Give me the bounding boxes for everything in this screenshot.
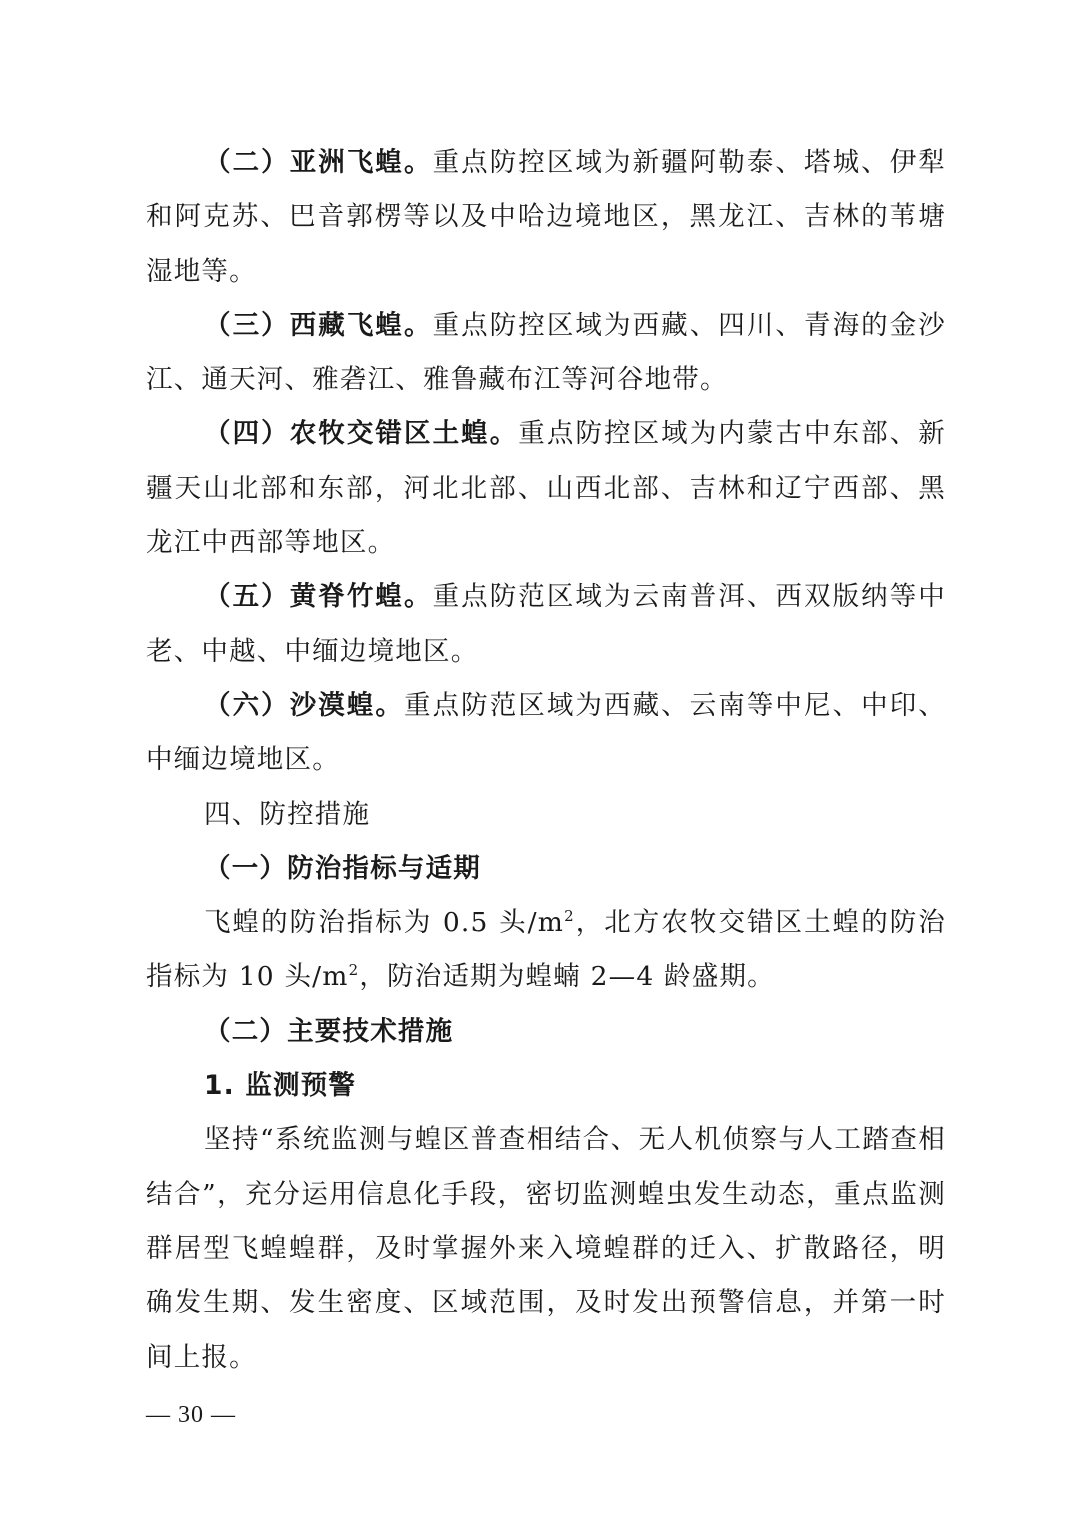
section-text: 重点防控区域为内蒙古中东部、新疆天山北部和东部，河北北部、山西北部、吉林和辽宁西部、黑龙江中西部等地区。: [146, 418, 947, 559]
superscript: 2: [564, 907, 575, 926]
monitoring-paragraph: 坚持“系统监测与蝗区普查相结合、无人机侦察与人工踏查相结合”，充分运用信息化手段，密切监测蝗虫发生动态，重点监测群居型飞蝗蝗群，及时掌握外来入境蝗群的迁入、扩散路径，明确发生期、发生密度、区域范围，及时发出预警信息，并第一时间上报。: [146, 1124, 946, 1373]
section-text: 重点防范区域为西藏、云南等中尼、中印、中缅边境地区。: [146, 689, 946, 776]
section-text: 重点防范区域为云南普洱、西双版纳等中老、中越、中缅边境地区。: [146, 581, 946, 667]
document-body: [146, 136, 946, 1385]
section-lead: （六）沙漠蝗。: [204, 689, 404, 721]
section-yellow-spined-bamboo-locust: [146, 570, 946, 679]
subsection-title: （一）防治指标与适期: [204, 852, 481, 884]
section-tibetan-migratory-locust: [146, 299, 946, 408]
section-text: 重点防控区域为西藏、四川、青海的金沙江、通天河、雅砻江、雅鲁藏布江等河谷地带。: [146, 309, 946, 396]
section-lead: （二）亚洲飞蝗。: [204, 147, 433, 178]
section-asian-migratory-locust: [146, 136, 946, 299]
superscript: 2: [348, 961, 360, 980]
section-desert-locust: [146, 679, 946, 788]
section-farming-pastoral-grasshopper: [146, 407, 946, 570]
control-threshold-paragraph: [146, 896, 946, 1005]
chapter-title: 四、防控措施: [204, 798, 371, 830]
section-lead: （三）西藏飞蝗。: [204, 309, 433, 341]
page-number: — 30 —: [146, 1402, 236, 1428]
paragraph-text: ，防治适期为蝗蝻 2—4 龄盛期。: [359, 961, 775, 993]
item-title: 1. 监测预警: [204, 1070, 357, 1102]
subsection-title: （二）主要技术措施: [204, 1015, 454, 1047]
section-text: 重点防控区域为新疆阿勒泰、塔城、伊犁和阿克苏、巴音郭楞等以及中哈边境地区，黑龙江、吉林的苇塘湿地等。: [146, 147, 946, 287]
section-lead: （四）农牧交错区土蝗。: [204, 418, 519, 450]
paragraph-text: ，北方农牧交错区土蝗的防治指标为 10 头/m: [146, 907, 946, 993]
section-lead: （五）黄脊竹蝗。: [204, 581, 433, 613]
paragraph-text: 飞蝗的防治指标为 0.5 头/m: [204, 907, 565, 939]
